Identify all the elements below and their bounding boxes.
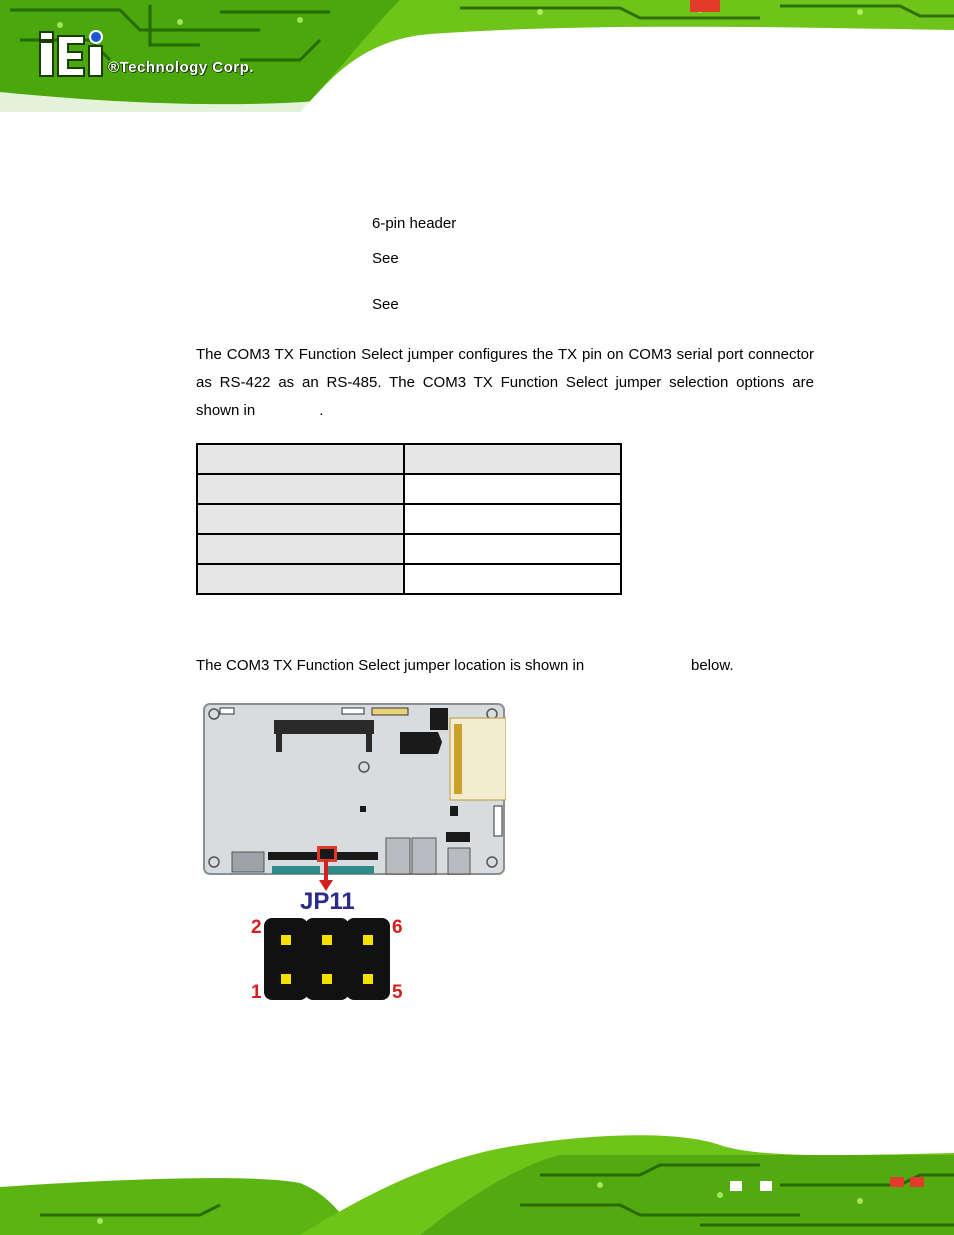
table-row bbox=[197, 474, 621, 504]
circuit-board-footer-graphic bbox=[0, 1125, 954, 1235]
motherboard-illustration bbox=[202, 702, 506, 876]
table-cell bbox=[197, 474, 404, 504]
location-sentence-end: below. bbox=[691, 657, 734, 674]
table-cell bbox=[404, 534, 621, 564]
table-cell bbox=[197, 504, 404, 534]
table-header-row bbox=[197, 444, 621, 474]
pin-3 bbox=[322, 974, 332, 984]
jumper-location-value: See bbox=[372, 296, 399, 313]
table-cell bbox=[404, 474, 621, 504]
pin-number: 6 bbox=[392, 917, 403, 938]
table-row bbox=[197, 504, 621, 534]
pin-1 bbox=[281, 974, 291, 984]
pin-number: 1 bbox=[251, 982, 262, 1003]
pin-4 bbox=[322, 935, 332, 945]
jumper-header-diagram bbox=[264, 918, 390, 1000]
pin-number: 2 bbox=[251, 917, 262, 938]
table-row bbox=[197, 564, 621, 594]
pin-number: 5 bbox=[392, 982, 403, 1003]
table-cell bbox=[404, 444, 621, 474]
pin-6 bbox=[363, 935, 373, 945]
company-logo-text: ®Technology Corp. bbox=[108, 59, 254, 76]
pin-2 bbox=[281, 935, 291, 945]
footer-banner bbox=[0, 1125, 954, 1235]
header-banner bbox=[0, 0, 954, 112]
location-sentence bbox=[196, 657, 584, 674]
jumper-type-value: 6-pin header bbox=[372, 215, 457, 232]
pin-5 bbox=[363, 974, 373, 984]
jumper-label: JP11 bbox=[300, 888, 355, 915]
intro-paragraph-tail: . bbox=[319, 402, 324, 419]
table-cell bbox=[197, 534, 404, 564]
location-sentence-start: The COM3 TX Function Select jumper location is shown in bbox=[196, 657, 585, 674]
circuit-board-header-graphic bbox=[0, 0, 954, 112]
table-row bbox=[197, 534, 621, 564]
table-cell bbox=[404, 564, 621, 594]
jumper-settings-value: See bbox=[372, 250, 399, 267]
intro-paragraph bbox=[196, 341, 814, 425]
jumper-settings-table bbox=[196, 443, 622, 595]
table-cell bbox=[197, 444, 404, 474]
intro-paragraph-text: The COM3 TX Function Select jumper configures the TX pin on COM3 serial port connector as RS-422 as an RS-485. The COM3 TX Function Select jumper selection options are shown in bbox=[196, 346, 814, 419]
table-cell bbox=[404, 504, 621, 534]
table-cell bbox=[197, 564, 404, 594]
